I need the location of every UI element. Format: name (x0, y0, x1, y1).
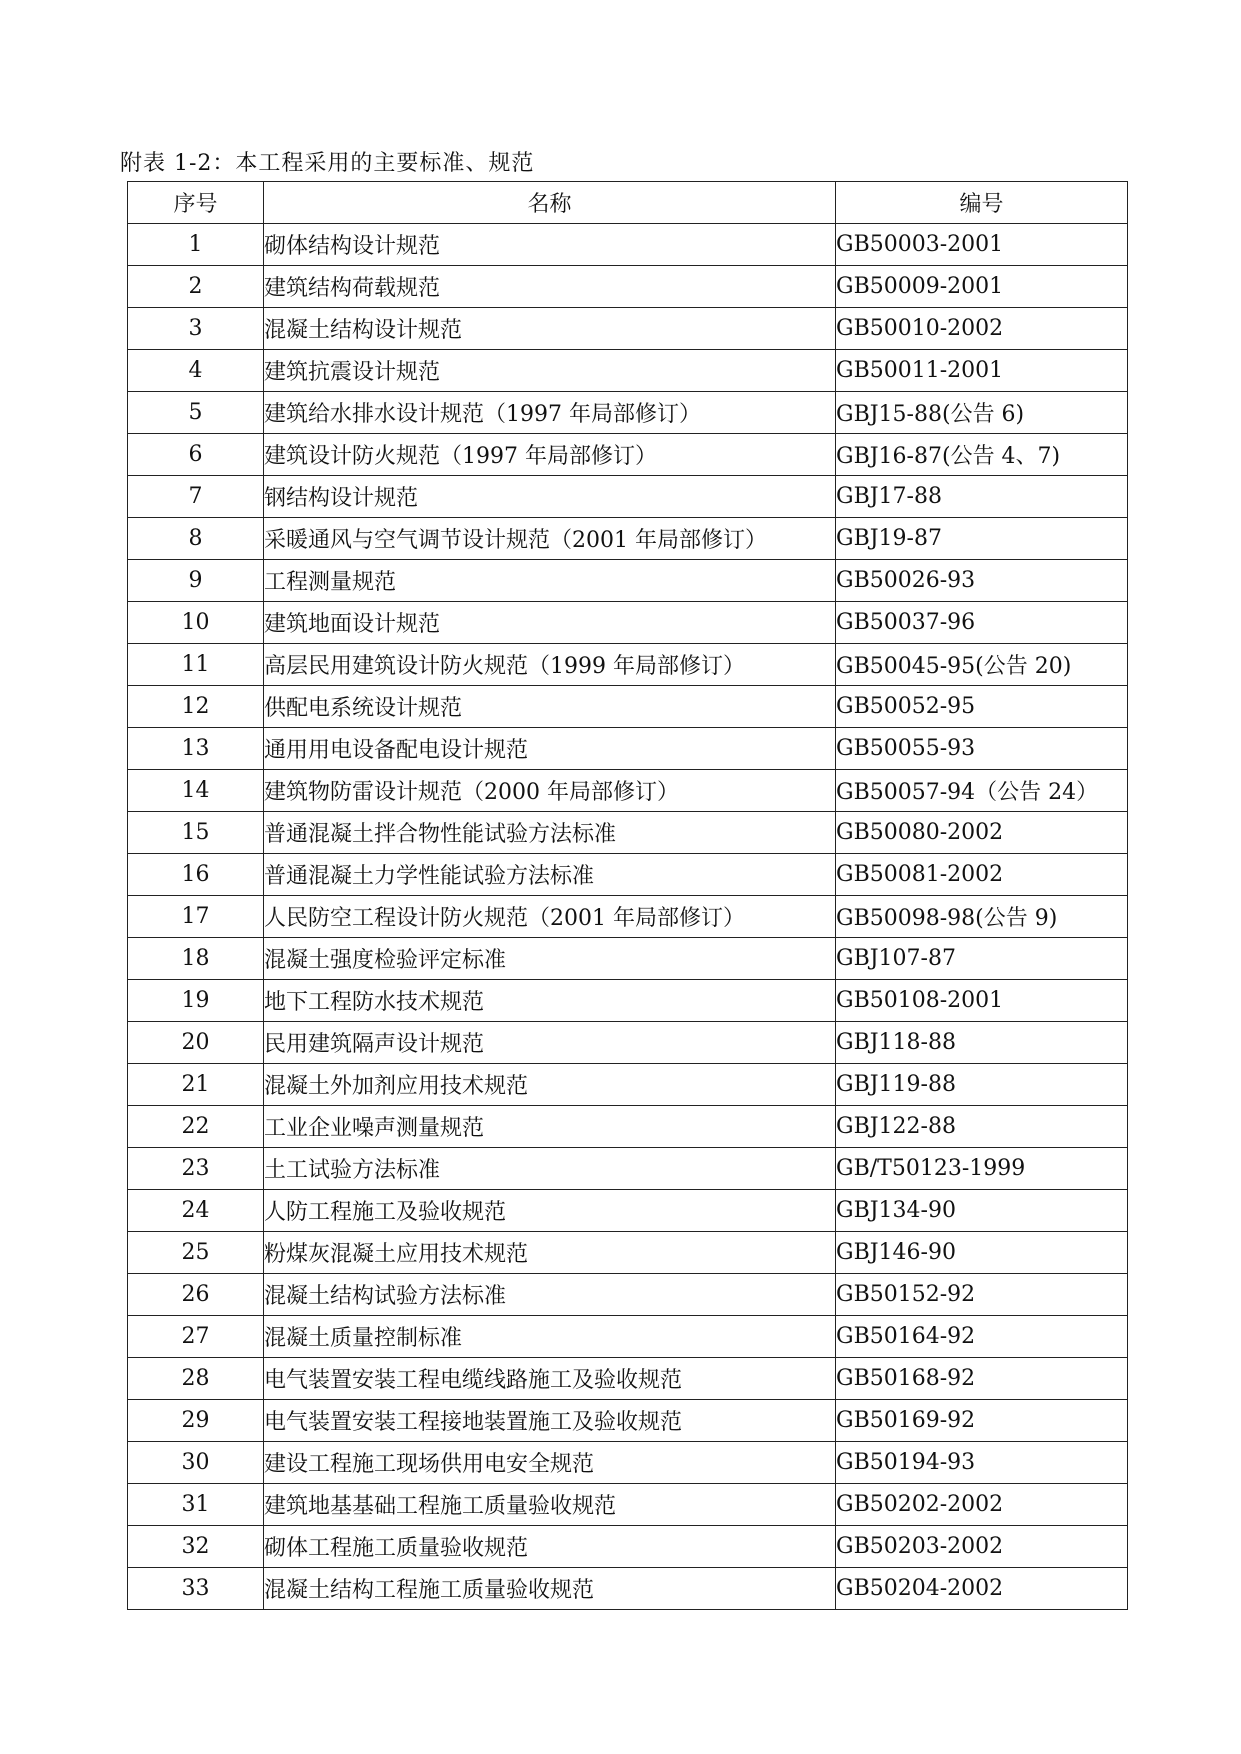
row-index: 13 (128, 728, 264, 770)
row-name: 电气装置安装工程电缆线路施工及验收规范 (264, 1358, 836, 1400)
table-row (128, 1274, 1128, 1316)
row-index: 31 (128, 1484, 264, 1526)
table-row (128, 1316, 1128, 1358)
table-row (128, 392, 1128, 434)
row-code: GBJ122-88 (836, 1106, 1128, 1148)
table-row (128, 686, 1128, 728)
row-code: GB50081-2002 (836, 854, 1128, 896)
row-index: 22 (128, 1106, 264, 1148)
row-index: 18 (128, 938, 264, 980)
row-code: GB50204-2002 (836, 1568, 1128, 1610)
row-code: GB50194-93 (836, 1442, 1128, 1484)
row-index: 4 (128, 350, 264, 392)
row-index: 2 (128, 266, 264, 308)
row-name: 土工试验方法标准 (264, 1148, 836, 1190)
row-name: 混凝土结构设计规范 (264, 308, 836, 350)
table-row (128, 1484, 1128, 1526)
header-code: 编号 (836, 182, 1128, 224)
row-name: 混凝土外加剂应用技术规范 (264, 1064, 836, 1106)
table-row (128, 476, 1128, 518)
row-code: GB50010-2002 (836, 308, 1128, 350)
row-code: GB50055-93 (836, 728, 1128, 770)
row-index: 3 (128, 308, 264, 350)
table-row (128, 896, 1128, 938)
table-row (128, 308, 1128, 350)
row-code: GB50108-2001 (836, 980, 1128, 1022)
row-name: 民用建筑隔声设计规范 (264, 1022, 836, 1064)
row-name: 电气装置安装工程接地装置施工及验收规范 (264, 1400, 836, 1442)
row-index: 15 (128, 812, 264, 854)
table-row (128, 266, 1128, 308)
row-code: GB50202-2002 (836, 1484, 1128, 1526)
row-index: 29 (128, 1400, 264, 1442)
row-code: GB50037-96 (836, 602, 1128, 644)
row-index: 11 (128, 644, 264, 686)
table-row (128, 1400, 1128, 1442)
row-index: 12 (128, 686, 264, 728)
row-code: GB50057-94（公告 24） (836, 770, 1128, 812)
header-index: 序号 (128, 182, 264, 224)
row-name: 混凝土强度检验评定标准 (264, 938, 836, 980)
row-name: 供配电系统设计规范 (264, 686, 836, 728)
table-row (128, 350, 1128, 392)
row-code: GB50098-98(公告 9) (836, 896, 1128, 938)
row-code: GBJ19-87 (836, 518, 1128, 560)
table-row (128, 770, 1128, 812)
table-row (128, 1148, 1128, 1190)
row-name: 工程测量规范 (264, 560, 836, 602)
row-code: GB50203-2002 (836, 1526, 1128, 1568)
row-name: 建筑抗震设计规范 (264, 350, 836, 392)
standards-table (127, 181, 1128, 1610)
row-index: 26 (128, 1274, 264, 1316)
table-row (128, 854, 1128, 896)
row-code: GBJ17-88 (836, 476, 1128, 518)
row-name: 人民防空工程设计防火规范（2001 年局部修订） (264, 896, 836, 938)
row-code: GB50026-93 (836, 560, 1128, 602)
table-row (128, 938, 1128, 980)
row-code: GB50169-92 (836, 1400, 1128, 1442)
row-index: 7 (128, 476, 264, 518)
table-row (128, 728, 1128, 770)
row-code: GB50003-2001 (836, 224, 1128, 266)
row-name: 砌体结构设计规范 (264, 224, 836, 266)
row-name: 混凝土质量控制标准 (264, 1316, 836, 1358)
row-name: 钢结构设计规范 (264, 476, 836, 518)
table-row (128, 1064, 1128, 1106)
table-row (128, 1106, 1128, 1148)
table-row (128, 644, 1128, 686)
row-code: GBJ107-87 (836, 938, 1128, 980)
row-index: 24 (128, 1190, 264, 1232)
table-row (128, 1232, 1128, 1274)
row-code: GBJ118-88 (836, 1022, 1128, 1064)
row-code: GBJ15-88(公告 6) (836, 392, 1128, 434)
row-name: 砌体工程施工质量验收规范 (264, 1526, 836, 1568)
table-row (128, 980, 1128, 1022)
row-index: 19 (128, 980, 264, 1022)
table-caption: 附表 1-2：本工程采用的主要标准、规范 (120, 151, 535, 176)
row-index: 30 (128, 1442, 264, 1484)
table-row (128, 1358, 1128, 1400)
row-name: 普通混凝土拌合物性能试验方法标准 (264, 812, 836, 854)
row-index: 25 (128, 1232, 264, 1274)
row-index: 5 (128, 392, 264, 434)
row-name: 建筑物防雷设计规范（2000 年局部修订） (264, 770, 836, 812)
table-row (128, 1526, 1128, 1568)
table-row (128, 812, 1128, 854)
table-row (128, 602, 1128, 644)
row-code: GBJ146-90 (836, 1232, 1128, 1274)
row-name: 混凝土结构试验方法标准 (264, 1274, 836, 1316)
row-index: 8 (128, 518, 264, 560)
table-row (128, 560, 1128, 602)
row-code: GB50052-95 (836, 686, 1128, 728)
header-name: 名称 (264, 182, 836, 224)
table-row (128, 434, 1128, 476)
row-name: 工业企业噪声测量规范 (264, 1106, 836, 1148)
row-code: GBJ16-87(公告 4、7) (836, 434, 1128, 476)
row-index: 1 (128, 224, 264, 266)
row-index: 28 (128, 1358, 264, 1400)
row-name: 建筑结构荷载规范 (264, 266, 836, 308)
table-row (128, 1568, 1128, 1610)
table-row (128, 1442, 1128, 1484)
row-name: 粉煤灰混凝土应用技术规范 (264, 1232, 836, 1274)
table-header-row (128, 182, 1128, 224)
row-code: GB/T50123-1999 (836, 1148, 1128, 1190)
row-name: 人防工程施工及验收规范 (264, 1190, 836, 1232)
row-code: GB50152-92 (836, 1274, 1128, 1316)
row-code: GBJ134-90 (836, 1190, 1128, 1232)
row-name: 建筑给水排水设计规范（1997 年局部修订） (264, 392, 836, 434)
row-index: 33 (128, 1568, 264, 1610)
row-index: 14 (128, 770, 264, 812)
table-row (128, 1022, 1128, 1064)
row-index: 21 (128, 1064, 264, 1106)
row-index: 17 (128, 896, 264, 938)
row-code: GB50045-95(公告 20) (836, 644, 1128, 686)
row-name: 建筑地面设计规范 (264, 602, 836, 644)
row-name: 普通混凝土力学性能试验方法标准 (264, 854, 836, 896)
row-index: 10 (128, 602, 264, 644)
table-row (128, 1190, 1128, 1232)
row-index: 9 (128, 560, 264, 602)
row-name: 高层民用建筑设计防火规范（1999 年局部修订） (264, 644, 836, 686)
row-name: 建设工程施工现场供用电安全规范 (264, 1442, 836, 1484)
row-name: 地下工程防水技术规范 (264, 980, 836, 1022)
row-index: 20 (128, 1022, 264, 1064)
table-row (128, 224, 1128, 266)
row-index: 6 (128, 434, 264, 476)
row-code: GB50168-92 (836, 1358, 1128, 1400)
row-index: 16 (128, 854, 264, 896)
row-name: 通用用电设备配电设计规范 (264, 728, 836, 770)
row-index: 32 (128, 1526, 264, 1568)
row-code: GB50080-2002 (836, 812, 1128, 854)
row-name: 混凝土结构工程施工质量验收规范 (264, 1568, 836, 1610)
row-code: GB50164-92 (836, 1316, 1128, 1358)
table-row (128, 518, 1128, 560)
row-name: 建筑设计防火规范（1997 年局部修订） (264, 434, 836, 476)
row-code: GBJ119-88 (836, 1064, 1128, 1106)
row-name: 建筑地基基础工程施工质量验收规范 (264, 1484, 836, 1526)
row-code: GB50009-2001 (836, 266, 1128, 308)
row-index: 23 (128, 1148, 264, 1190)
row-index: 27 (128, 1316, 264, 1358)
table-body (128, 224, 1128, 1610)
row-name: 采暖通风与空气调节设计规范（2001 年局部修订） (264, 518, 836, 560)
row-code: GB50011-2001 (836, 350, 1128, 392)
